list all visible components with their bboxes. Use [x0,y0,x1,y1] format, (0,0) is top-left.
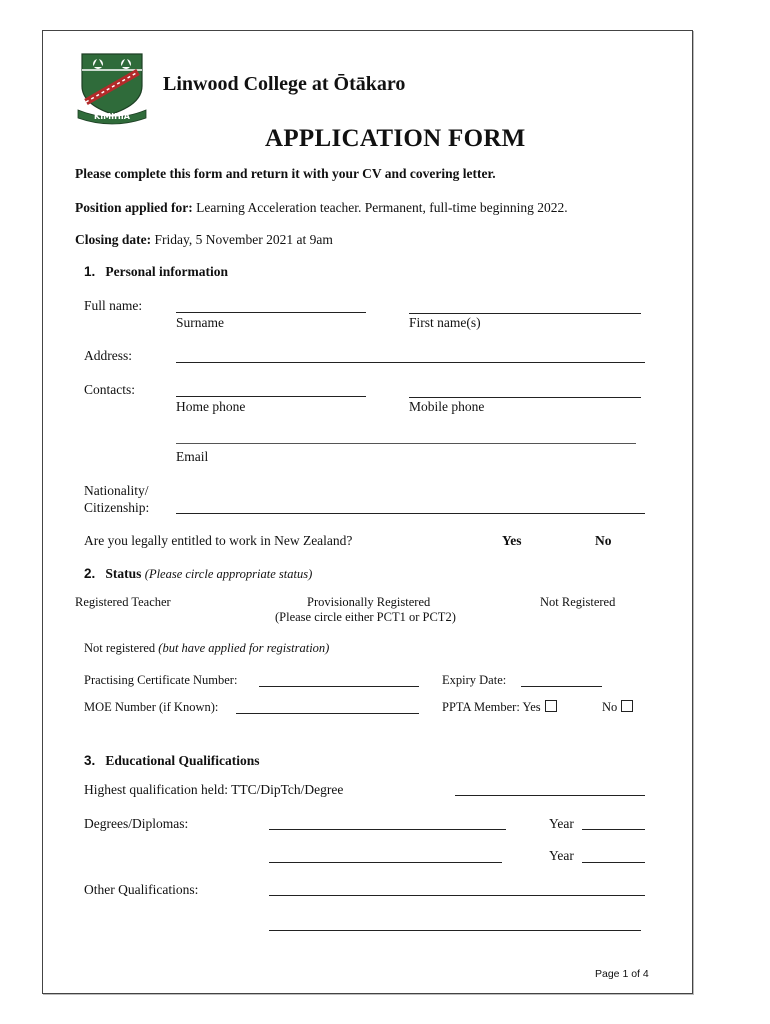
closing-value: Friday, 5 November 2021 at 9am [154,232,333,247]
section-number: 3. [84,753,96,768]
ppta-no-checkbox[interactable] [621,700,633,712]
degree-field-1[interactable] [269,829,506,830]
ppta-yes-checkbox[interactable] [545,700,557,712]
practising-cert-label: Practising Certificate Number: [84,673,238,687]
nationality-label: Nationality/ [84,483,149,498]
first-names-field[interactable] [409,313,641,314]
crest-motto: KIMIHIA [94,112,130,121]
first-names-caption: First name(s) [409,315,481,330]
year-label-1: Year [549,816,574,831]
ppta-label: PPTA Member: Yes [442,700,541,714]
section-1-heading [84,264,228,280]
position-label: Position applied for: [75,200,193,215]
not-registered-note: (but have applied for registration) [158,641,330,655]
section-note: (Please circle appropriate status) [144,567,313,581]
form-title: APPLICATION FORM [265,125,526,152]
highest-qualification-field[interactable] [455,795,645,796]
degree-field-2[interactable] [269,862,502,863]
section-number: 2. [84,566,96,581]
page-indicator: Page 1 of 4 [595,968,649,980]
moe-field[interactable] [236,713,419,714]
entitled-no-option[interactable]: No [595,533,612,548]
ppta-no-label: No [602,700,618,714]
status-registered-option[interactable]: Registered Teacher [75,595,171,609]
email-field[interactable] [176,443,636,444]
position-row [75,200,568,216]
school-name: Linwood College at Ōtākaro [163,73,406,95]
status-not-registered-option[interactable]: Not Registered [540,595,616,609]
ppta-row [442,700,557,715]
expiry-label: Expiry Date: [442,673,507,687]
position-value: Learning Acceleration teacher. Permanent, full-time beginning 2022. [196,200,568,215]
contacts-label: Contacts: [84,382,135,397]
mobile-phone-caption: Mobile phone [409,399,485,414]
other-qualifications-field-1[interactable] [269,895,645,896]
year-field-1[interactable] [582,829,645,830]
closing-row [75,232,333,248]
status-provisional-option[interactable]: Provisionally Registered [307,595,431,609]
status-provisional-note: (Please circle either PCT1 or PCT2) [275,610,456,624]
not-registered-row [84,641,329,656]
expiry-field[interactable] [521,686,602,687]
section-number: 1. [84,264,96,279]
practising-cert-field[interactable] [259,686,419,687]
moe-label: MOE Number (if Known): [84,700,219,714]
other-qualifications-field-2[interactable] [269,930,641,931]
citizenship-label: Citizenship: [84,500,150,515]
surname-caption: Surname [176,315,224,330]
surname-field[interactable] [176,312,366,313]
section-2-heading [84,566,312,582]
section-title: Educational Qualifications [105,753,260,768]
home-phone-caption: Home phone [176,399,246,414]
section-title: Personal information [105,264,229,279]
instruction-text: Please complete this form and return it with your CV and covering letter. [75,166,496,181]
not-registered-label: Not registered [84,641,156,655]
year-field-2[interactable] [582,862,645,863]
year-label-2: Year [549,848,574,863]
section-title: Status [105,566,142,581]
address-label: Address: [84,348,132,363]
school-crest-logo [76,52,148,126]
mobile-phone-field[interactable] [409,397,641,398]
email-caption: Email [176,449,209,464]
degrees-label: Degrees/Diplomas: [84,816,189,831]
highest-qualification-label: Highest qualification held: TTC/DipTch/Degree [84,782,344,797]
entitled-question: Are you legally entitled to work in New Zealand? [84,533,353,548]
address-field[interactable] [176,362,645,363]
closing-label: Closing date: [75,232,152,247]
other-qualifications-label: Other Qualifications: [84,882,199,897]
section-3-heading [84,753,260,769]
ppta-no-row [602,700,633,715]
full-name-label: Full name: [84,298,143,313]
nationality-field[interactable] [176,513,645,514]
home-phone-field[interactable] [176,396,366,397]
entitled-yes-option[interactable]: Yes [502,533,522,548]
